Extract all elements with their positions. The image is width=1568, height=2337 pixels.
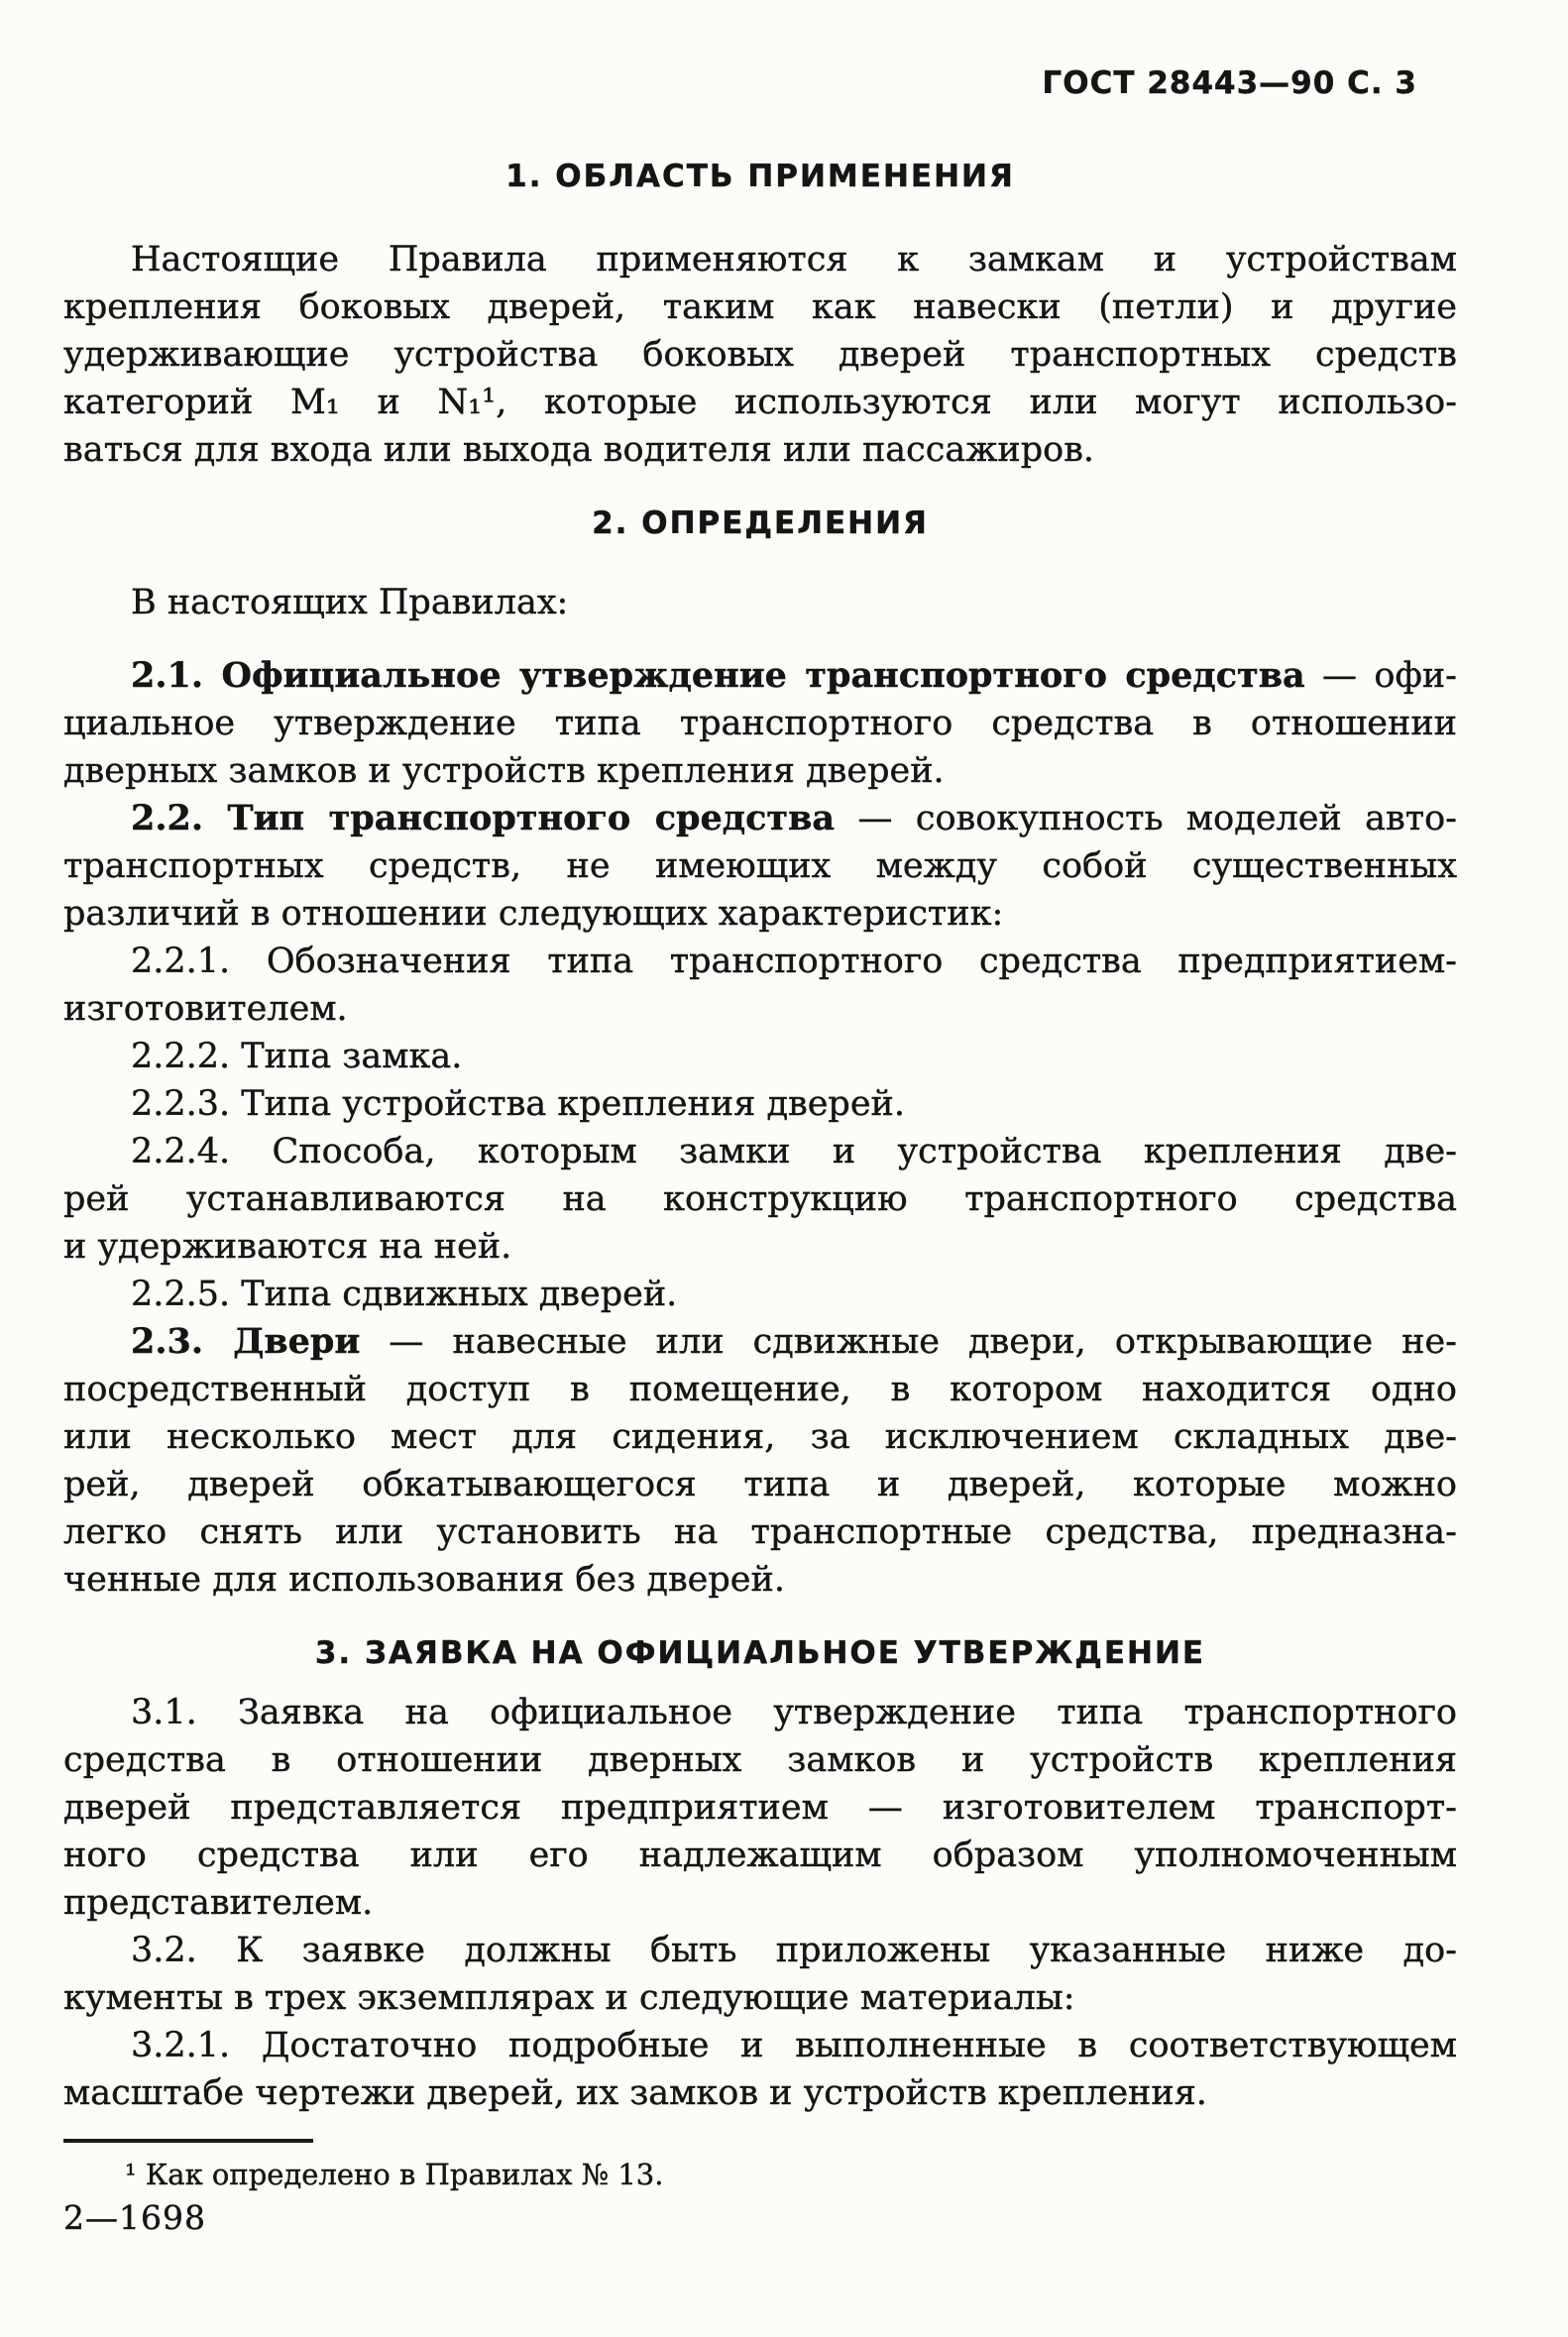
text-segment: рей, дверей обкатывающегося типа и дверей, которые можно [63,1465,1457,1504]
paragraph [63,1128,1457,1271]
section-scope [63,155,1457,474]
section-heading: 1. ОБЛАСТЬ ПРИМЕНЕНИЯ [505,159,1015,194]
text-segment: 3.1. Заявка на официальное утверждение типа транспортного [131,1693,1457,1732]
section-body [63,1689,1457,2117]
text-line [63,2022,1457,2069]
page-content [63,63,1457,2194]
text-segment: 2.3. Двери [131,1321,361,1362]
text-segment: В настоящих Правилах: [131,583,569,622]
text-line [63,890,1457,938]
text-segment: 2.2. Тип транспортного средства [131,798,836,838]
text-segment: масштабе чертежи дверей, их замков и устройств крепления. [63,2073,1207,2113]
text-line [63,1689,1457,1736]
paragraph [63,2022,1457,2117]
text-line [63,795,1457,842]
text-segment: легко снять или установить на транспортные средства, предназна- [63,1512,1457,1552]
text-line [63,1080,1457,1128]
paragraph [63,938,1457,1033]
text-line [63,1366,1457,1413]
text-line [63,236,1457,283]
text-line [63,1974,1457,2022]
text-segment: циальное утверждение типа транспортного средства в отношении [63,704,1457,743]
text-segment: 2.1. Официальное утверждение транспортного средства [131,655,1305,696]
text-segment: и удерживаются на ней. [63,1227,512,1267]
section-body [63,579,1457,1604]
paragraph [63,236,1457,474]
text-segment: 2.2.4. Способа, которым замки и устройства крепления две- [131,1132,1457,1171]
text-line [63,700,1457,747]
paragraph [63,652,1457,795]
text-segment: категорий М₁ и N₁¹, которые используются или могут использо- [63,383,1457,422]
text-line [63,579,1457,626]
footnote-separator [63,2139,313,2143]
paragraph [63,1271,1457,1318]
paragraph-block [63,579,1457,626]
text-segment: 2.2.2. Типа замка. [131,1037,463,1076]
text-segment: 3.2. К заявке должны быть приложены указанные ниже до- [131,1931,1457,1970]
text-line [63,331,1457,379]
text-segment: 3.2.1. Достаточно подробные и выполненные в соответствующем [131,2026,1457,2065]
text-segment: Настоящие Правила применяются к замкам и устройствам [131,240,1457,279]
text-line [63,283,1457,331]
text-line [63,1461,1457,1508]
text-line [63,985,1457,1033]
text-segment: рей устанавливаются на конструкцию транспортного средства [63,1179,1457,1219]
section-heading: 3. ЗАЯВКА НА ОФИЦИАЛЬНОЕ УТВЕРЖДЕНИЕ [314,1635,1206,1671]
paragraph [63,1318,1457,1604]
text-line [63,1128,1457,1175]
text-segment: транспортных средств, не имеющих между собой существенных [63,846,1457,886]
paragraph [63,579,1457,626]
text-segment: крепления боковых дверей, таким как навески (петли) и другие [63,287,1457,327]
text-segment: ченные для использования без дверей. [63,1560,785,1600]
text-segment: — офи- [1304,656,1457,696]
text-line [63,426,1457,474]
text-line [63,1318,1457,1366]
text-segment: изготовителем. [63,989,348,1029]
text-line [63,1556,1457,1604]
text-segment: ваться для входа или выхода водителя или пассажиров. [63,430,1095,470]
text-segment: представителем. [63,1883,374,1923]
text-segment: 2.2.3. Типа устройства крепления дверей. [131,1084,905,1124]
section-definitions [63,501,1457,1604]
text-segment: — совокупность моделей авто- [835,799,1457,838]
paragraph-block [63,1689,1457,2117]
text-segment: дверей представляется предприятием — изготовителем транспорт- [63,1788,1457,1828]
text-segment: различий в отношении следующих характеристик: [63,894,1004,934]
text-line [63,1508,1457,1556]
text-line [63,1033,1457,1080]
section-body [63,236,1457,474]
paragraph-block [63,236,1457,474]
text-line [63,1736,1457,1784]
page-header [63,63,1457,103]
text-segment: посредственный доступ в помещение, в котором находится одно [63,1370,1457,1409]
standard-number: ГОСТ 28443—90 С. 3 [1042,65,1417,101]
text-segment: средства в отношении дверных замков и устройств крепления [63,1740,1457,1780]
paragraph [63,1689,1457,1927]
text-segment: удерживающие устройства боковых дверей транспортных средств [63,335,1457,375]
text-segment: или несколько мест для сидения, за исключением складных две- [63,1417,1457,1457]
text-line [63,1927,1457,1974]
section-application [63,1631,1457,2117]
paragraph [63,1033,1457,1080]
text-line [63,842,1457,890]
paragraph [63,1080,1457,1128]
text-segment: — навесные или сдвижные двери, открывающие не- [360,1322,1458,1362]
text-line [63,1271,1457,1318]
text-line [63,1784,1457,1832]
paragraph [63,795,1457,938]
text-segment: кументы в трех экземплярах и следующие материалы: [63,1978,1075,2018]
text-line [63,1413,1457,1461]
footnote: ¹ Как определено в Правилах № 13. [125,2158,664,2191]
print-run-code: 2—1698 [63,2198,206,2237]
text-line [63,652,1457,700]
text-line [63,938,1457,985]
text-segment: дверных замков и устройств крепления дверей. [63,751,945,791]
text-line [63,1175,1457,1223]
text-segment: ного средства или его надлежащим образом уполномоченным [63,1836,1457,1875]
paragraph [63,1927,1457,2022]
text-line [63,2069,1457,2117]
text-line [63,379,1457,426]
text-line [63,1832,1457,1879]
text-line [63,1879,1457,1927]
footnote-area [63,2139,1457,2194]
text-segment: 2.2.1. Обозначения типа транспортного средства предприятием- [131,942,1457,981]
text-line [63,1223,1457,1271]
section-heading: 2. ОПРЕДЕЛЕНИЯ [592,505,929,541]
text-line [63,747,1457,795]
paragraph-block [63,652,1457,1604]
text-segment: 2.2.5. Типа сдвижных дверей. [131,1275,678,1314]
